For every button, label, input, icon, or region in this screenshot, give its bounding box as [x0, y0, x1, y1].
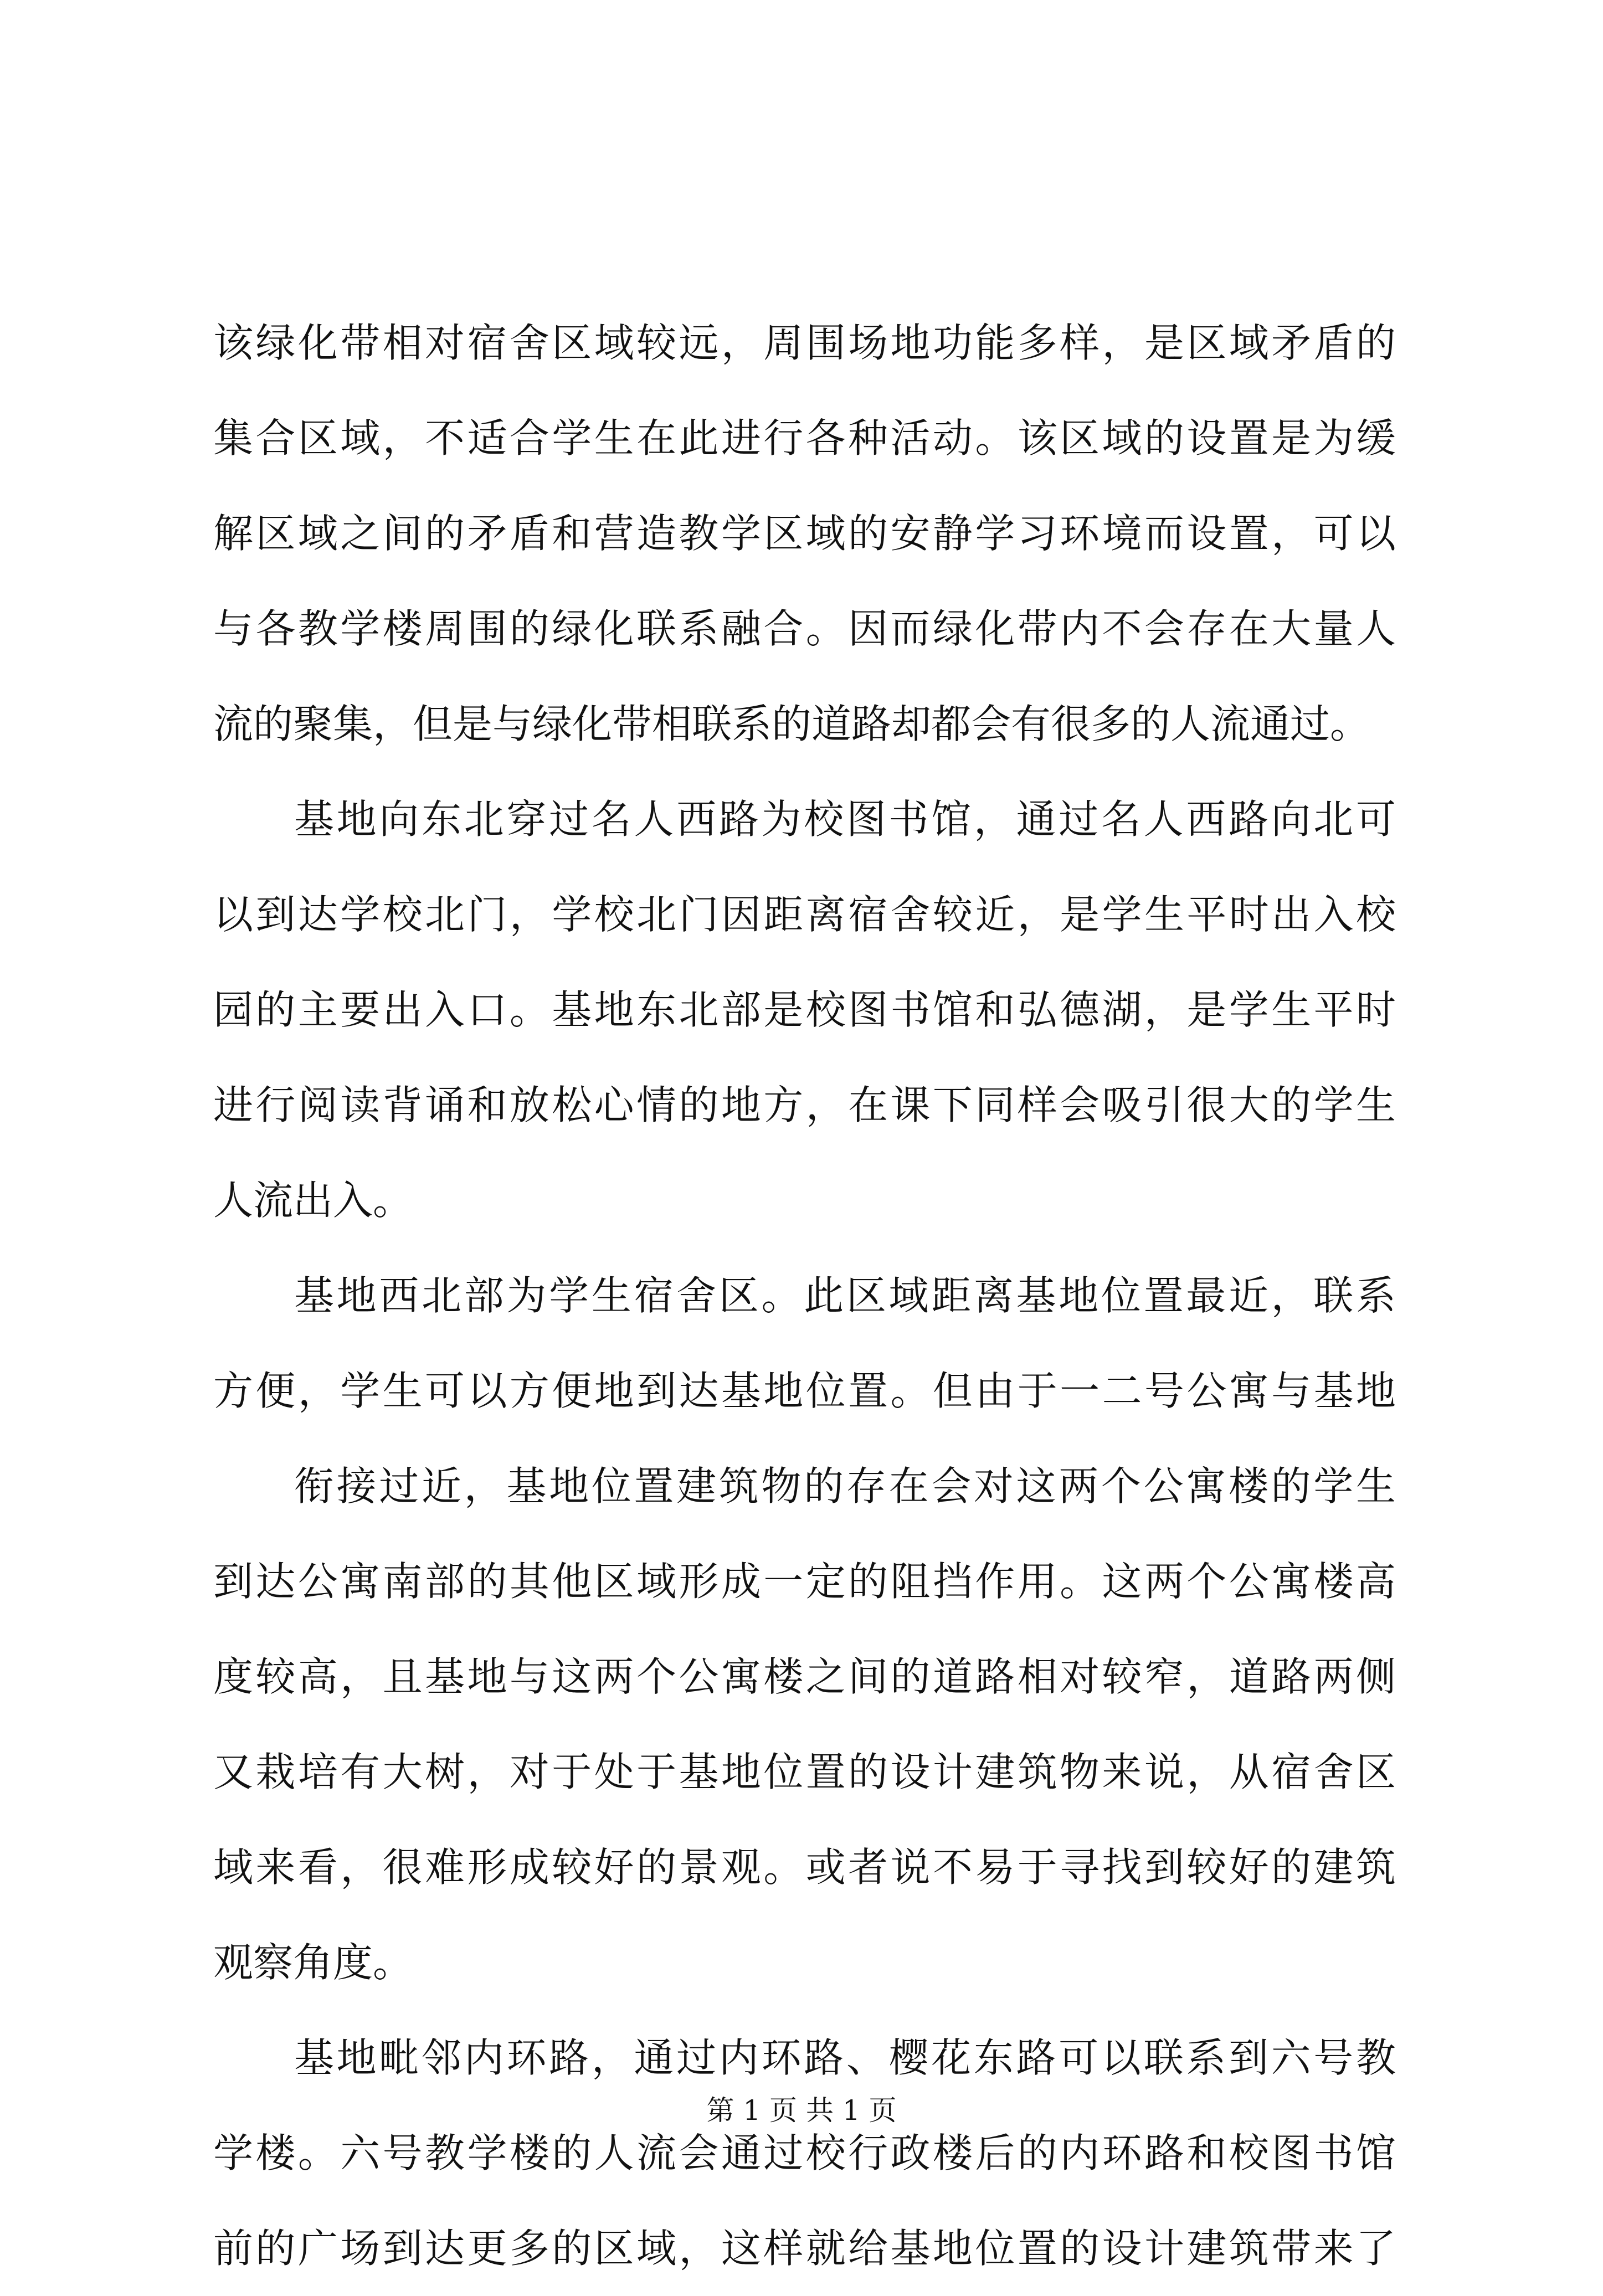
text-line: 基地向东北穿过名人西路为校图书馆，通过名人西路向北可	[294, 796, 1396, 843]
text-line: 域来看，很难形成较好的景观。或者说不易于寻找到较好的建筑	[213, 1844, 1396, 1891]
text-line: 以到达学校北门，学校北门因距离宿舍较近，是学生平时出入校	[213, 891, 1396, 938]
text-line: 集合区域，不适合学生在此进行各种活动。该区域的设置是为缓	[213, 415, 1396, 461]
text-line: 流的聚集，但是与绿化带相联系的道路却都会有很多的人流通过。	[213, 701, 1370, 747]
text-line: 又栽培有大树，对于处于基地位置的设计建筑物来说，从宿舍区	[213, 1749, 1396, 1795]
text-line: 基地毗邻内环路，通过内环路、樱花东路可以联系到六号教	[294, 2035, 1396, 2081]
text-line: 园的主要出入口。基地东北部是校图书馆和弘德湖，是学生平时	[213, 987, 1396, 1033]
page-number: 第 1 页 共 1 页	[706, 2094, 897, 2127]
text-line: 与各教学楼周围的绿化联系融合。因而绿化带内不会存在大量人	[213, 605, 1396, 652]
text-line: 人流出入。	[213, 1177, 413, 1224]
text-line: 前的广场到达更多的区域，这样就给基地位置的设计建筑带来了	[213, 2225, 1396, 2272]
text-line: 方便，学生可以方便地到达基地位置。但由于一二号公寓与基地	[213, 1368, 1396, 1414]
text-line: 到达公寓南部的其他区域形成一定的阻挡作用。这两个公寓楼高	[213, 1558, 1396, 1605]
document-body	[213, 295, 1396, 2296]
text-line: 基地西北部为学生宿舍区。此区域距离基地位置最近，联系	[294, 1272, 1396, 1319]
text-line: 学楼。六号教学楼的人流会通过校行政楼后的内环路和校图书馆	[213, 2130, 1396, 2176]
text-line: 解区域之间的矛盾和营造教学区域的安静学习环境而设置，可以	[213, 510, 1396, 557]
text-line: 观察角度。	[213, 1939, 413, 1986]
text-line: 该绿化带相对宿舍区域较远，周围场地功能多样，是区域矛盾的	[213, 320, 1396, 366]
text-line: 度较高，且基地与这两个公寓楼之间的道路相对较窄，道路两侧	[213, 1653, 1396, 1700]
text-line: 进行阅读背诵和放松心情的地方，在课下同样会吸引很大的学生	[213, 1082, 1396, 1128]
text-line: 衔接过近，基地位置建筑物的存在会对这两个公寓楼的学生	[294, 1463, 1396, 1509]
